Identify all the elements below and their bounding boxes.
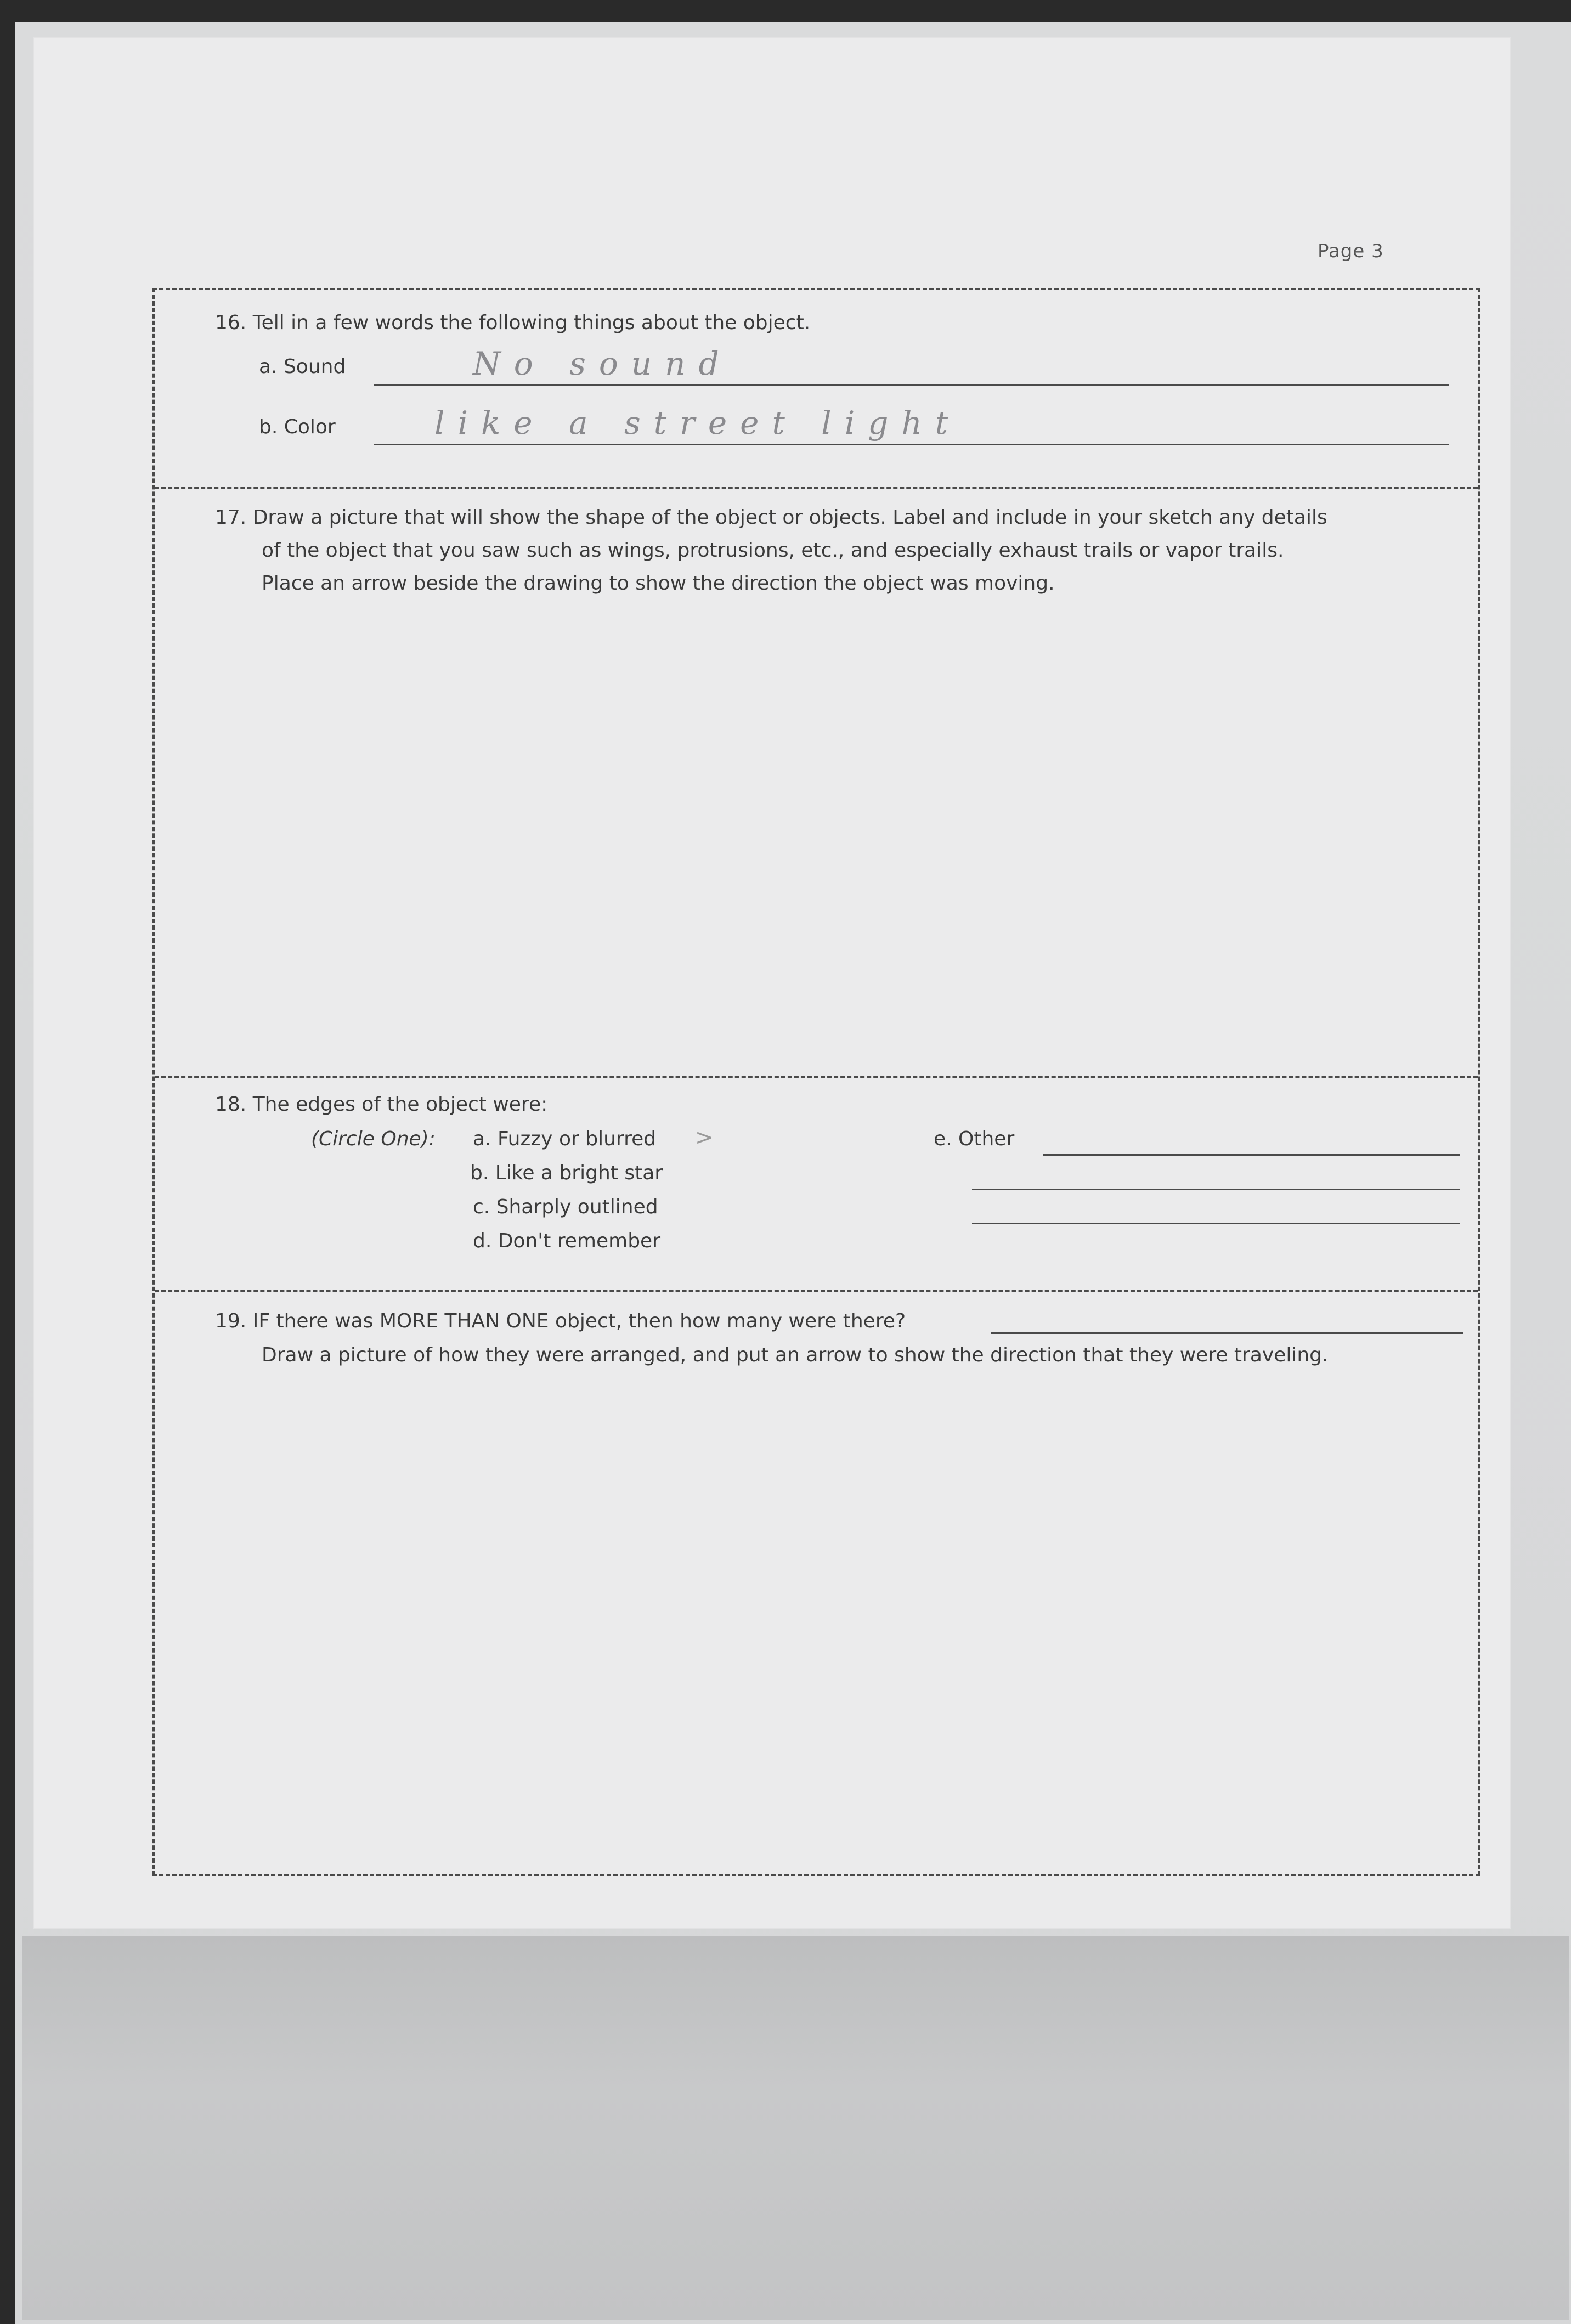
q18-option-d[interactable]: d. Don't remember: [473, 1230, 660, 1252]
q16-sound-answer[interactable]: No sound: [473, 345, 732, 382]
q18-other-line-2[interactable]: [972, 1189, 1460, 1190]
hand-mark-arrow-icon: >: [695, 1125, 714, 1150]
q18-instruction: (Circle One):: [311, 1128, 436, 1150]
q18-option-a[interactable]: a. Fuzzy or blurred: [473, 1128, 657, 1150]
q16-color-label: b. Color: [259, 416, 336, 438]
q16-color-line: [374, 444, 1449, 445]
q16-sound-line: [374, 384, 1449, 386]
scan-lower-margin: [22, 1936, 1569, 2320]
q17-line2: of the object that you saw such as wings, protrusions, etc., and especially exhaust trails or vapor trails.: [262, 539, 1284, 562]
q18-option-c[interactable]: c. Sharply outlined: [473, 1196, 658, 1218]
q18-other-line-3[interactable]: [972, 1223, 1460, 1224]
q19-count-line[interactable]: [991, 1332, 1463, 1334]
q19-drawing-area[interactable]: [215, 1382, 1422, 1842]
page-number: Page 3: [1318, 240, 1384, 262]
divider-17-18: [155, 1076, 1478, 1078]
q17-line3: Place an arrow beside the drawing to show the direction the object was moving.: [262, 572, 1055, 595]
q16-sound-label: a. Sound: [259, 355, 346, 378]
q16-color-answer[interactable]: like a street light: [434, 404, 962, 442]
q18-other-line-1[interactable]: [1043, 1154, 1460, 1156]
q18-option-b[interactable]: b. Like a bright star: [470, 1162, 663, 1184]
q19-line2: Draw a picture of how they were arranged, and put an arrow to show the direction that they were traveling.: [262, 1344, 1329, 1366]
q18-title: 18. The edges of the object were:: [215, 1093, 548, 1116]
q19-line1: 19. IF there was MORE THAN ONE object, then how many were there?: [215, 1310, 906, 1332]
questionnaire-form: [152, 288, 1480, 1876]
q16-title: 16. Tell in a few words the following things about the object.: [215, 312, 811, 334]
q17-line1: 17. Draw a picture that will show the shape of the object or objects. Label and include in your sketch any details: [215, 506, 1327, 529]
divider-16-17: [155, 487, 1478, 489]
form-page: [34, 38, 1510, 1928]
divider-18-19: [155, 1290, 1478, 1292]
q18-option-e[interactable]: e. Other: [934, 1128, 1015, 1150]
q17-drawing-area[interactable]: [215, 608, 1422, 1036]
